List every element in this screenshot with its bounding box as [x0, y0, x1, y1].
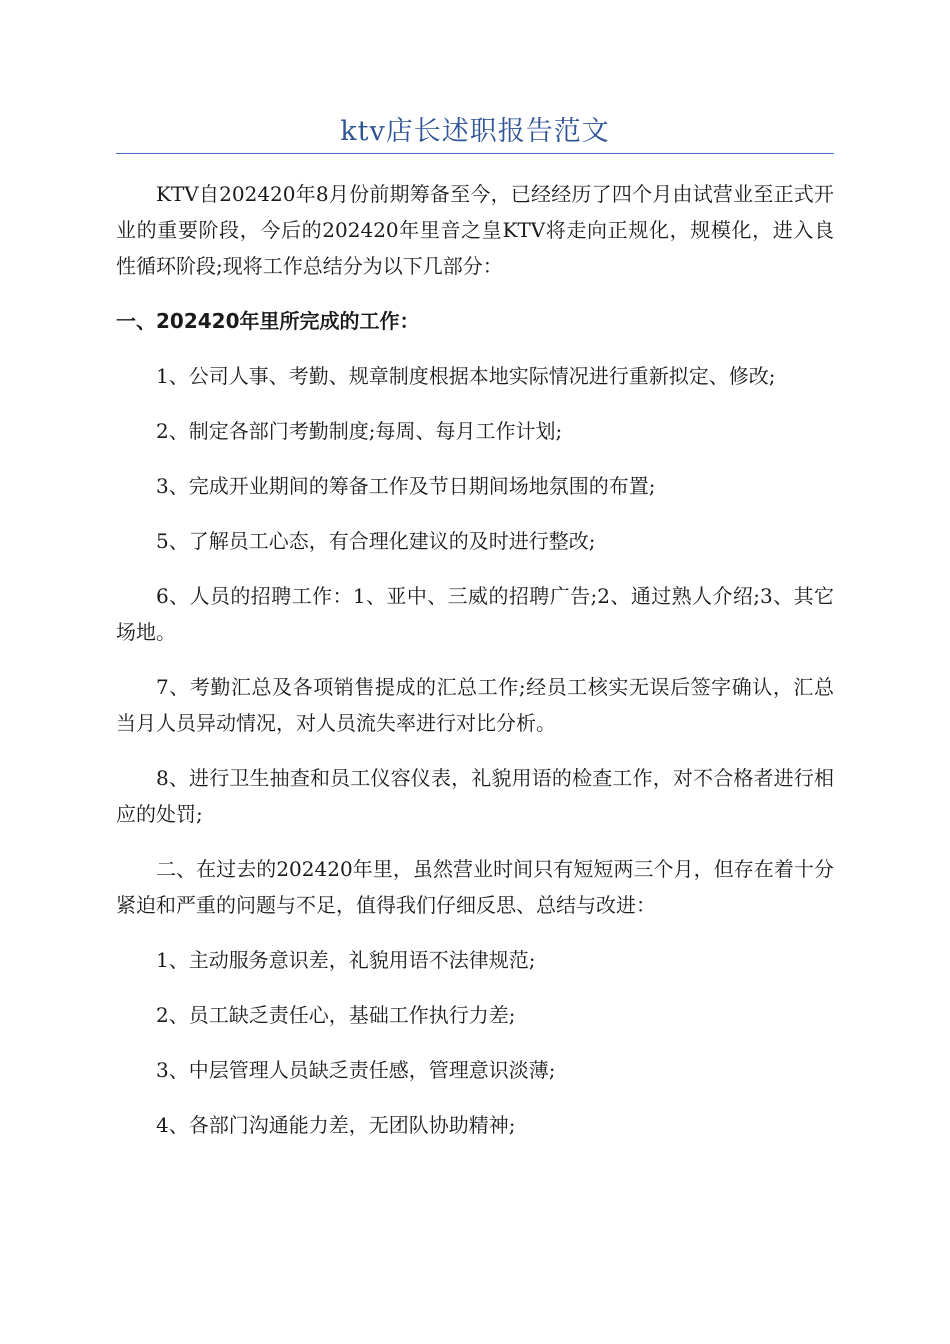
list-item: 1、公司人事、考勤、规章制度根据本地实际情况进行重新拟定、修改;: [156, 364, 776, 388]
list-item: 3、中层管理人员缺乏责任感，管理意识淡薄;: [156, 1058, 556, 1082]
list-item: 8、进行卫生抽查和员工仪容仪表，礼貌用语的检查工作，对不合格者进行相应的处罚;: [116, 766, 834, 826]
list-item: 6、人员的招聘工作：1、亚中、三威的招聘广告;2、通过熟人介绍;3、其它场地。: [116, 584, 834, 644]
section-heading: 一、202420年里所完成的工作：: [116, 309, 420, 333]
document-body: [116, 176, 834, 1162]
list-item: 5、了解员工心态，有合理化建议的及时进行整改;: [156, 529, 596, 553]
intro-paragraph: KTV自202420年8月份前期筹备至今，已经经历了四个月由试营业至正式开业的重要阶段，今后的202420年里音之皇KTV将走向正规化，规模化，进入良性循环阶段;现将工作总结分为以下几部分：: [116, 182, 834, 278]
title-underline: [116, 153, 834, 154]
document-title: ktv店长述职报告范文: [340, 116, 610, 147]
list-item: 4、各部门沟通能力差，无团队协助精神;: [156, 1113, 516, 1137]
section-intro-paragraph: 二、在过去的202420年里，虽然营业时间只有短短两三个月，但存在着十分紧迫和严重的问题与不足，值得我们仔细反思、总结与改进：: [116, 857, 834, 917]
list-item: 3、完成开业期间的筹备工作及节日期间场地氛围的布置;: [156, 474, 656, 498]
list-item: 2、员工缺乏责任心，基础工作执行力差;: [156, 1003, 516, 1027]
list-item: 7、考勤汇总及各项销售提成的汇总工作;经员工核实无误后签字确认，汇总当月人员异动情况，对人员流失率进行对比分析。: [116, 675, 834, 735]
list-item: 1、主动服务意识差，礼貌用语不法律规范;: [156, 948, 536, 972]
list-item: 2、制定各部门考勤制度;每周、每月工作计划;: [156, 419, 563, 443]
